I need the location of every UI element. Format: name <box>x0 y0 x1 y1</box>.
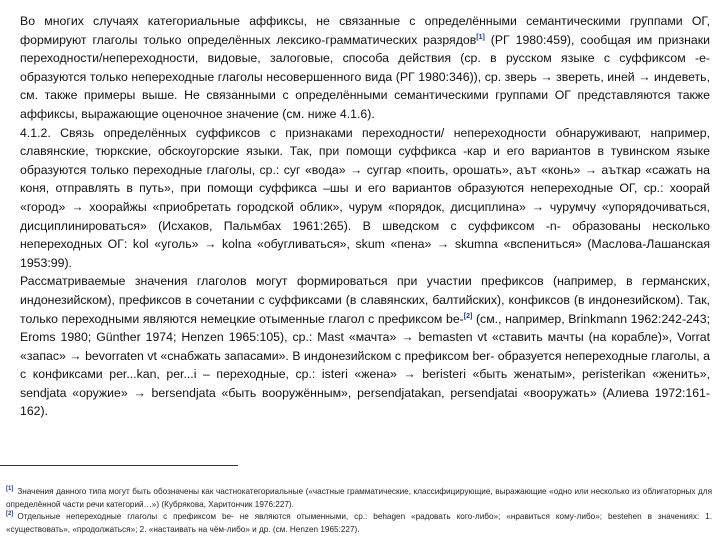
paragraph-3 <box>20 272 710 421</box>
main-text <box>20 12 710 421</box>
footnote-mark-1[interactable]: [1] <box>6 486 14 493</box>
footnote-2 <box>6 511 712 536</box>
footnote-divider <box>0 465 238 466</box>
footnote-1-text: Значения данного типа могут быть обозначены как частнокатегориальные («частные грамматические, классифицирующие, выражающие «одно или несколько из облигаторных для определённой части речи категорий…») (Кубрякова, Харитончик 1976:227). <box>6 487 712 509</box>
footnote-1 <box>6 486 712 511</box>
footnotes <box>6 486 712 536</box>
paragraph-1 <box>20 12 710 124</box>
footnote-2-text: Отдельные непереходные глаголы с префиксом be- не являются отыменными, ср.: behagen «радовать кого-либо»; «нравиться кому-либо»; bestehen в значениях: 1. «существовать», «продолжаться»; 2. «настаивать на чём-либо» и др. (см. Henzen 1965:227). <box>6 512 712 534</box>
footnote-ref-2[interactable]: [2] <box>463 312 473 320</box>
footnote-mark-2[interactable]: [2] <box>6 511 14 518</box>
paragraph-1-text-start: Во многих случаях категориальные аффиксы, не связанные с определёнными семантическими группами ОГ, формируют глаголы только определённых лексико-грамматических разрядов <box>20 14 710 47</box>
paragraph-3-text-end: (см., например, Brinkmann 1962:242-243; Eroms 1980; Günther 1974; Henzen 1965:105), ср.: Mast «мачта» → bemasten vt «ставить мачты (на корабле)», Vorrat «запас» → bevorraten vt «снабжать запасами». В индонезийском с префиксом ber- образуется непереходные глаголы, а с конфиксами per...kan, per...i – переходные, ср.: isteri «жена» → beristeri «быть женатым», peristerikan «женить», sendjata «оружие» → bersendjata «быть вооружённым», persendjatakan, persendjatai «вооружать» (Алиева 1972:161-162). <box>20 311 710 419</box>
paragraph-3-text-start: Рассматриваемые значения глаголов могут формироваться при участии префиксов (например, в германских, индонезийском), префиксов в сочетании с суффиксами (в славянских, балтийских), конфиксов (в индонезийском). Так, только переходными являются немецкие отыменные глагол с префиксом be- <box>20 274 710 326</box>
footnote-ref-1[interactable]: [1] <box>476 33 485 41</box>
paragraph-2: 4.1.2. Связь определённых суффиксов с признаками переходности/ непереходности обнаруживают, например, славянские, тюркские, обскоугорские языки. Так, при помощи суффикса -кар и его вариантов в тувинском языке образуются только переходные глаголы, ср.: суг «вода» → суггар «поить, орошать», аът «конь» → аъткар «сажать на коня, отправлять в путь», при помощи суффикса –шы и его вариантов образуются непереходные ОГ, ср.: хоорай «город» → хоорайжы «приобретать городской облик», чурум «порядок, дисциплина» → чурумчу «упорядочиваться, дисциплинироваться» (Исхаков, Пальмбах 1961:265). В шведском с суффиксом -n- образованы несколько непереходных ОГ: kol «уголь» → kolna «обугливаться», skum «пена» → skumna «вспениться» (Маслова-Лашанская 1953:99). <box>20 125 710 270</box>
paragraph-1-text-end: (РГ 1980:459), сообщая им признаки переходности/непереходности, видовые, залоговые, способа действия (ср. в русском языке с суффиксом -е- образуются только непереходные глаголы несовершенного вида (РГ 1980:346)), ср. зверь → звереть, иней → индеветь, см. также примеры выше. Не связанными с определёнными семантическими группами ОГ представляются также аффиксы, выражающие оценочное значение (см. ниже 4.1.6). <box>20 32 711 121</box>
